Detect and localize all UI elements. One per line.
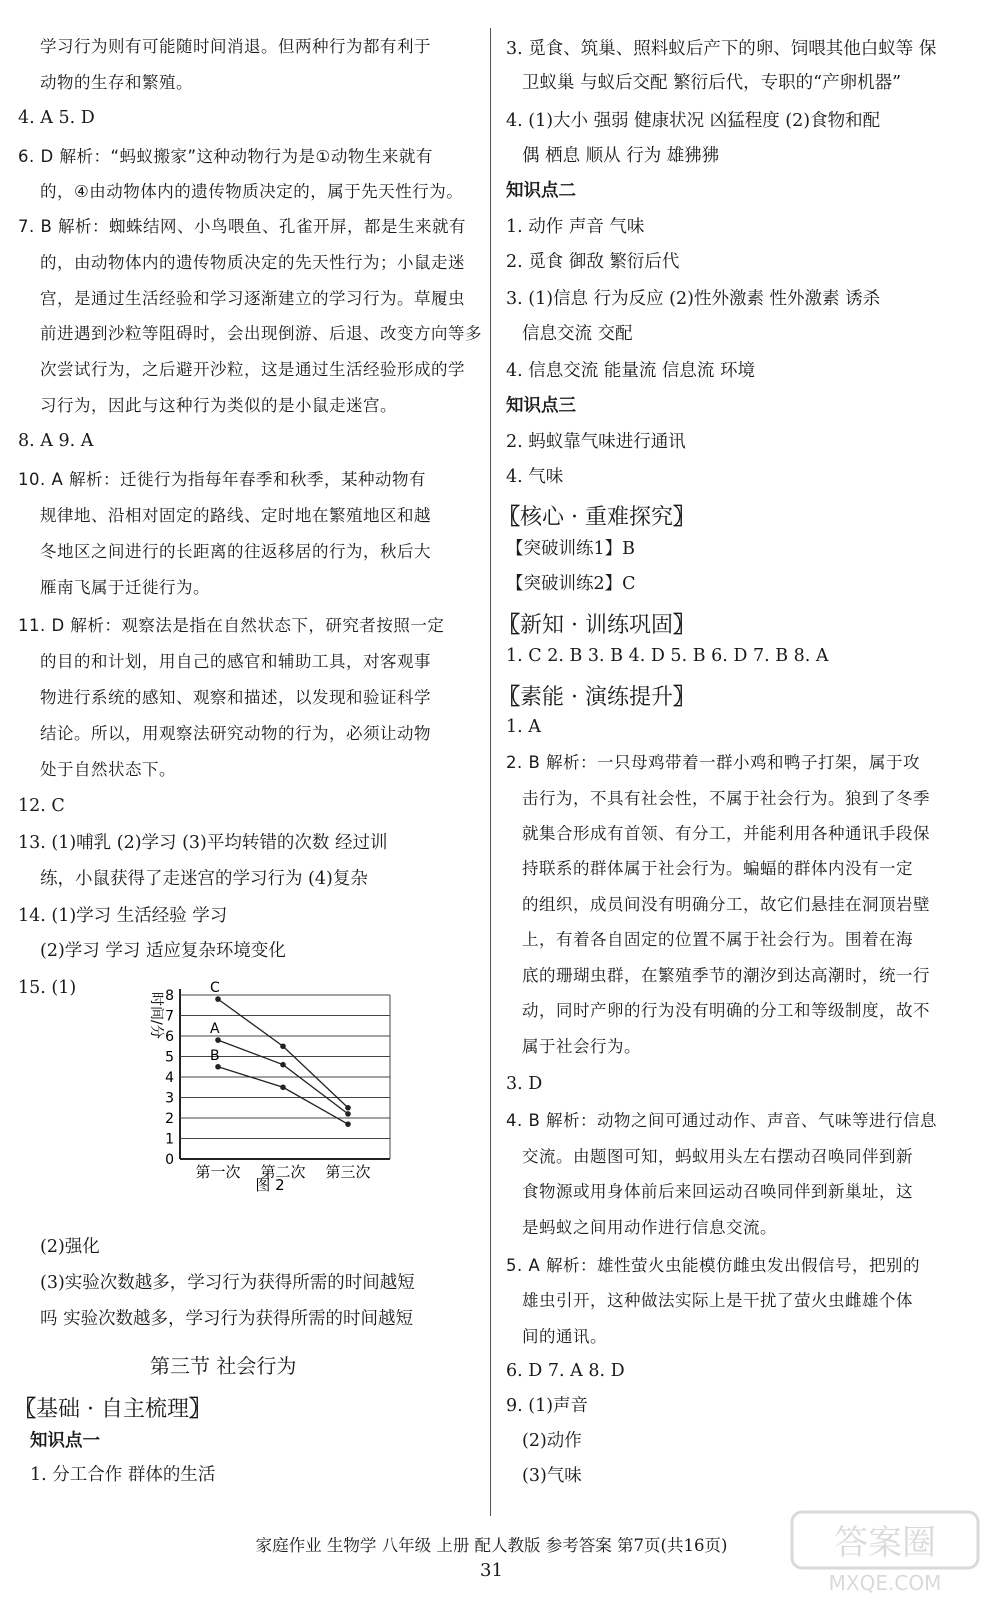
left-answer-line: 冬地区之间进行的长距离的往返移居的行为，秋后大 — [40, 542, 431, 561]
right-answer-line: 2. 觅食 御敌 繁衍后代 — [506, 252, 680, 272]
series-label-C: C — [210, 980, 220, 997]
left-answer-line: 处于自然状态下。 — [40, 760, 176, 779]
left-answer-line: 物进行系统的感知、观察和描述，以发现和验证科学 — [40, 688, 431, 707]
right-answer-line: 1. 动作 声音 气味 — [506, 217, 645, 237]
right-answer-line: 1. A — [506, 717, 541, 737]
left-answer-line: (2)学习 学习 适应复杂环境变化 — [40, 941, 286, 961]
right-answer-line: 就集合形成有首领、有分工，并能利用各种通讯手段保 — [522, 824, 930, 843]
left-answer-line: 前进遇到沙粒等阻碍时，会出现倒游、后退、改变方向等多 — [40, 324, 482, 343]
data-point-C — [280, 1043, 286, 1049]
section-box-core-text: 核心 · 重难探究 — [520, 505, 673, 530]
left-answer-line: 吗 实验次数越多，学习行为获得所需的时间越短 — [40, 1309, 414, 1329]
right-answer-line: 持联系的群体属于社会行为。蝙蝠的群体内没有一定 — [522, 859, 913, 878]
watermark-url: MXQE.COM — [828, 1571, 942, 1595]
left-answer-line: 规律地、沿相对固定的路线、定时地在繁殖地区和越 — [40, 506, 431, 525]
left-answer-line: 6. D 解析：“蚂蚁搬家”这种动物行为是①动物生来就有 — [18, 147, 433, 166]
left-answer-line: 14. (1)学习 生活经验 学习 — [18, 906, 228, 926]
x-tick-label: 第一次 — [195, 1163, 241, 1181]
right-answer-line: 3. (1)信息 行为反应 (2)性外激素 性外激素 诱杀 — [506, 289, 881, 309]
section-box-skill-text: 素能 · 演练提升 — [520, 685, 673, 710]
left-answer-line: 次尝试行为，之后避开沙粒，这是通过生活经验形成的学 — [40, 360, 465, 379]
page-number: 31 — [480, 1560, 503, 1581]
right-answer-line: (3)气味 — [522, 1466, 582, 1486]
y-tick-label: 5 — [165, 1049, 174, 1066]
right-answer-line: 5. A 解析：雄性萤火虫能模仿雌虫发出假信号，把别的 — [506, 1256, 921, 1275]
right-answer-line: 1. C 2. B 3. B 4. D 5. B 6. D 7. B 8. A — [506, 646, 829, 666]
left-answer-line: 动物的生存和繁殖。 — [40, 73, 193, 92]
column-divider — [490, 28, 491, 1516]
left-answer-line: 8. A 9. A — [18, 431, 94, 451]
y-tick-label: 0 — [165, 1152, 174, 1168]
section-box-skill: 〖素能 · 演练提升〗 — [498, 685, 696, 710]
data-point-A — [345, 1111, 351, 1117]
y-tick-label: 7 — [165, 1008, 174, 1025]
section-box-basic-text: 基础 · 自主梳理 — [36, 1397, 189, 1422]
right-answer-line: 4. 信息交流 能量流 信息流 环境 — [506, 361, 755, 381]
chart-caption: 图 2 — [255, 1176, 285, 1192]
right-answer-line: 食物源或用身体前后来回运动召唤同伴到新巢址，这 — [522, 1182, 913, 1201]
left-answer-line: (3)实验次数越多，学习行为获得所需的时间越短 — [40, 1273, 415, 1293]
section-box-new-text: 新知 · 训练巩固 — [520, 613, 673, 638]
data-point-A — [215, 1037, 221, 1043]
right-answer-line: 4. (1)大小 强弱 健康状况 凶猛程度 (2)食物和配 — [506, 111, 881, 131]
left-answer-line: 的目的和计划，用自己的感官和辅助工具，对客观事 — [40, 652, 431, 671]
right-answer-line: 4. B 解析：动物之间可通过动作、声音、气味等进行信息 — [506, 1111, 938, 1130]
section-box-core: 〖核心 · 重难探究〗 — [498, 505, 696, 530]
left-answer-line: 雁南飞属于迁徙行为。 — [40, 578, 210, 597]
left-answer-line: 15. (1) — [18, 978, 77, 998]
series-label-B: B — [210, 1047, 220, 1064]
left-answer-line: 练，小鼠获得了走迷宫的学习行为 (4)复杂 — [40, 869, 368, 889]
right-answer-line: 【突破训练1】B — [506, 539, 635, 559]
left-answer-line: 4. A 5. D — [18, 108, 95, 128]
right-answer-line: 动，同时产卵的行为没有明确的分工和等级制度，故不 — [522, 1001, 930, 1020]
knowledge-point-label: 知识点三 — [506, 396, 576, 416]
right-answer-line: 交流。由题图可知，蚂蚁用头左右摆动召唤同伴到新 — [522, 1147, 913, 1166]
left-answer-line: 宫，是通过生活经验和学习逐渐建立的学习行为。草履虫 — [40, 289, 465, 308]
y-tick-label: 4 — [165, 1070, 174, 1086]
right-answer-line: 的组织，成员间没有明确分工，故它们悬挂在洞顶岩壁 — [522, 895, 930, 914]
left-answer-line: 结论。所以，用观察法研究动物的行为，必须让动物 — [40, 724, 431, 743]
right-answer-line: 3. D — [506, 1074, 543, 1094]
right-answer-line: 底的珊瑚虫群，在繁殖季节的潮汐到达高潮时，统一行 — [522, 966, 930, 985]
right-answer-line: 卫蚁巢 与蚁后交配 繁衍后代，专职的“产卵机器” — [522, 73, 902, 93]
y-tick-label: 2 — [165, 1111, 174, 1127]
right-answer-line: 【突破训练2】C — [506, 574, 636, 594]
left-answer-line: 11. D 解析：观察法是指在自然状态下，研究者按照一定 — [18, 616, 445, 635]
left-answer-line: (2)强化 — [40, 1237, 100, 1257]
right-answer-line: 击行为，不具有社会性，不属于社会行为。狼到了冬季 — [522, 789, 930, 808]
left-answer-line: 7. B 解析：蜘蛛结网、小鸟喂鱼、孔雀开屏，都是生来就有 — [18, 217, 467, 236]
right-answer-line: 6. D 7. A 8. D — [506, 1361, 625, 1381]
x-tick-label: 第三次 — [325, 1163, 371, 1181]
series-label-A: A — [210, 1021, 220, 1038]
series-line-B — [218, 1067, 348, 1124]
page-footer: 家庭作业 生物学 八年级 上册 配人教版 参考答案 第7页(共16页) — [255, 1536, 728, 1555]
left-answer-line: 13. (1)哺乳 (2)学习 (3)平均转错的次数 经过训 — [18, 833, 388, 853]
right-answer-line: 属于社会行为。 — [522, 1037, 641, 1056]
right-answer-line: 信息交流 交配 — [522, 324, 633, 344]
y-tick-label: 1 — [165, 1131, 174, 1148]
right-answer-line: 2. 蚂蚁靠气味进行通讯 — [506, 432, 686, 452]
data-point-C — [215, 996, 221, 1002]
left-answer-line: 1. 分工合作 群体的生活 — [30, 1465, 216, 1485]
chart-y-axis-label: 时间/分 — [148, 992, 164, 1039]
right-answer-line: (2)动作 — [522, 1431, 582, 1451]
section-title: 第三节 社会行为 — [150, 1354, 297, 1378]
right-answer-line: 2. B 解析：一只母鸡带着一群小鸡和鸭子打架，属于攻 — [506, 753, 921, 772]
right-answer-line: 雄虫引开，这种做法实际上是干扰了萤火虫雌雄个体 — [522, 1291, 913, 1310]
data-point-B — [345, 1121, 351, 1127]
right-answer-line: 4. 气味 — [506, 467, 564, 487]
watermark-logo — [790, 1510, 980, 1595]
right-answer-line: 偶 栖息 顺从 行为 雄狒狒 — [522, 146, 720, 166]
left-answer-line: 习行为，因此与这种行为类似的是小鼠走迷宫。 — [40, 396, 397, 415]
section-box-new: 〖新知 · 训练巩固〗 — [498, 613, 696, 638]
y-tick-label: 3 — [165, 1090, 174, 1107]
left-answer-line: 的，④由动物体内的遗传物质决定的，属于先天性行为。 — [40, 182, 464, 201]
data-point-C — [345, 1105, 351, 1111]
x-tick-label: 第二次 — [260, 1163, 306, 1181]
left-answer-line: 的，由动物体内的遗传物质决定的先天性行为；小鼠走迷 — [40, 253, 465, 272]
knowledge-point-label: 知识点二 — [506, 181, 576, 201]
right-answer-line: 是蚂蚁之间用动作进行信息交流。 — [522, 1218, 777, 1237]
left-answer-line: 10. A 解析：迁徙行为指每年春季和秋季，某种动物有 — [18, 470, 427, 489]
y-tick-label: 8 — [165, 988, 174, 1004]
y-tick-label: 6 — [165, 1029, 174, 1045]
knowledge-point-label: 知识点一 — [30, 1431, 100, 1451]
section-box-basic: 〖基础 · 自主梳理〗 — [14, 1397, 212, 1422]
right-answer-line: 3. 觅食、筑巢、照料蚁后产下的卵、饲喂其他白蚁等 保 — [506, 39, 937, 59]
left-answer-line: 12. C — [18, 796, 65, 816]
left-answer-line: 学习行为则有可能随时间消退。但两种行为都有利于 — [40, 37, 431, 56]
data-point-B — [215, 1064, 221, 1070]
data-point-B — [280, 1084, 286, 1090]
learning-time-chart — [130, 972, 400, 1192]
watermark-text: 答案圈 — [834, 1523, 936, 1563]
right-answer-line: 9. (1)声音 — [506, 1396, 589, 1416]
data-point-A — [280, 1062, 286, 1068]
right-answer-line: 间的通讯。 — [522, 1327, 607, 1346]
right-answer-line: 上，有着各自固定的位置不属于社会行为。围着在海 — [522, 930, 913, 949]
